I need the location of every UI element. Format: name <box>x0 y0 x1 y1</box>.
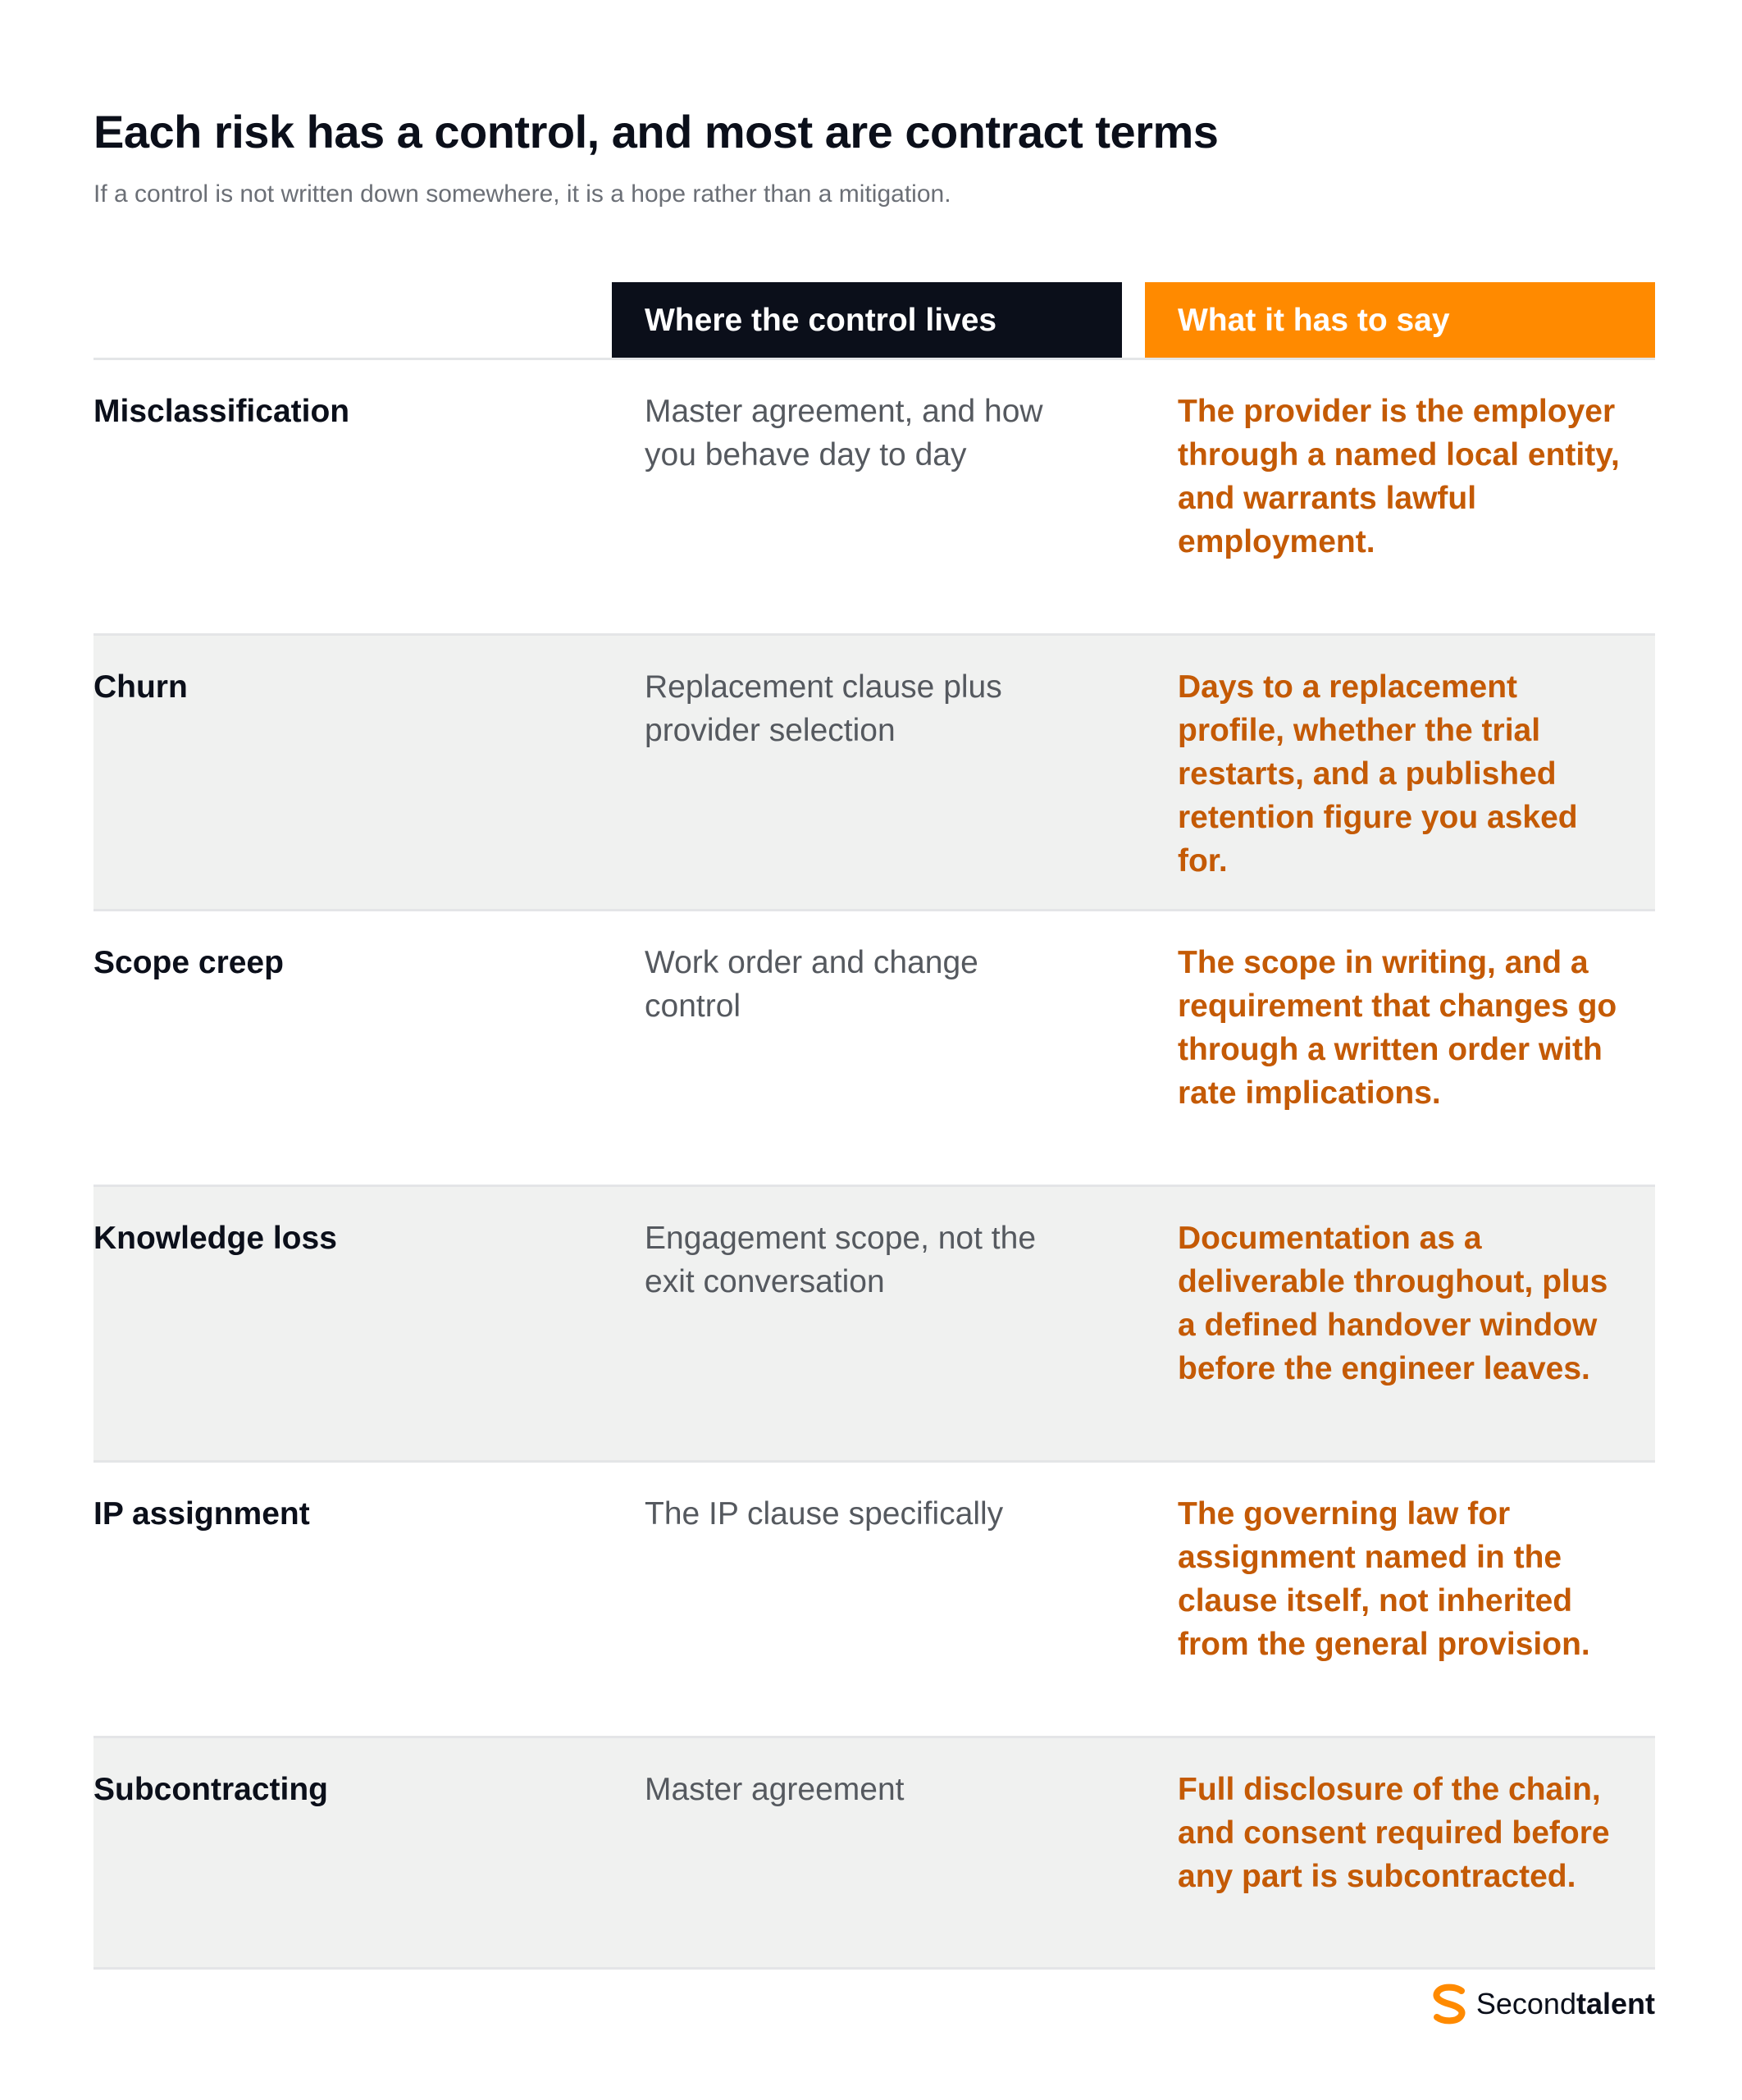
page-subtitle: If a control is not written down somewhere, it is a hope rather than a mitigation. <box>93 180 951 208</box>
table-row <box>93 911 1655 1187</box>
where-cell: The IP clause specifically <box>645 1496 1004 1532</box>
risk-cell: Misclassification <box>93 394 350 429</box>
table-row <box>93 1187 1655 1463</box>
column-header-say: What it has to say <box>1145 282 1655 358</box>
say-cell: Full disclosure of the chain, and consent required before any part is subcontracted. <box>1178 1772 1610 1894</box>
brand-name: Secondtalent <box>1475 1987 1655 2020</box>
risk-control-table <box>93 282 1655 1970</box>
table-row <box>93 1738 1655 1970</box>
say-cell: The governing law for assignment named in the clause itself, not inherited from the general provision. <box>1178 1496 1590 1662</box>
where-cell: Replacement clause plus provider selection <box>645 669 1002 748</box>
table-row <box>93 360 1655 636</box>
brand-logo <box>1430 1984 1655 2025</box>
risk-cell: Knowledge loss <box>93 1221 337 1256</box>
secondtalent-s-icon <box>1430 1984 1468 2025</box>
say-cell: Documentation as a deliverable throughout, plus a defined handover window before the engineer leaves. <box>1178 1221 1608 1386</box>
where-cell: Master agreement <box>645 1772 905 1807</box>
where-cell: Work order and change control <box>645 945 978 1024</box>
where-cell: Engagement scope, not the exit conversation <box>645 1221 1037 1299</box>
risk-cell: Subcontracting <box>93 1772 329 1807</box>
risk-cell: Scope creep <box>93 945 284 980</box>
page-title: Each risk has a control, and most are contract terms <box>93 106 1219 158</box>
table-header <box>93 282 1655 360</box>
say-cell: The provider is the employer through a named local entity, and warrants lawful employment. <box>1178 394 1620 559</box>
say-cell: The scope in writing, and a requirement that changes go through a written order with rate implications. <box>1178 945 1617 1111</box>
table-row <box>93 1463 1655 1738</box>
table-row <box>93 636 1655 911</box>
column-header-where: Where the control lives <box>612 282 1122 358</box>
risk-cell: Churn <box>93 669 188 705</box>
where-cell: Master agreement, and how you behave day to day <box>645 394 1043 472</box>
risk-cell: IP assignment <box>93 1496 310 1532</box>
say-cell: Days to a replacement profile, whether the trial restarts, and a published retention figure you asked for. <box>1178 669 1578 879</box>
